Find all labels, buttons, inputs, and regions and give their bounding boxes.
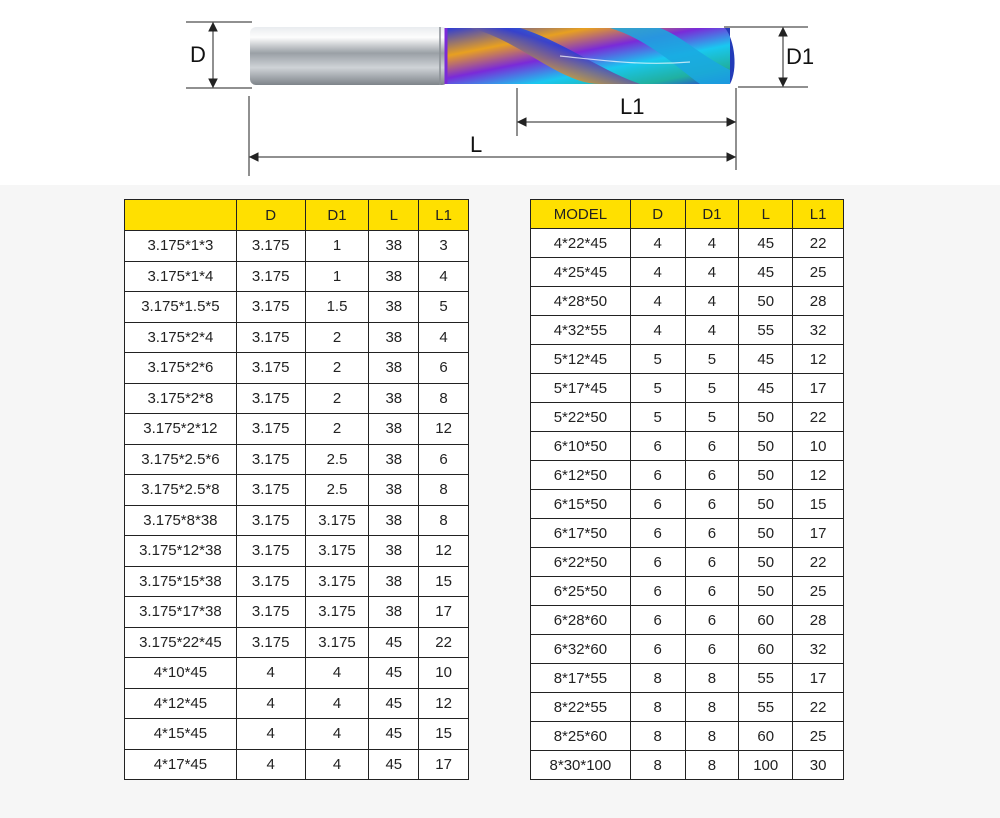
cell-l1: 15 (793, 490, 844, 519)
cell-l1: 22 (419, 627, 469, 658)
cell-l: 45 (369, 658, 419, 689)
header-model (125, 200, 237, 231)
table-row (531, 606, 844, 635)
table-row (125, 261, 469, 292)
table-row (531, 287, 844, 316)
cell-l: 50 (739, 403, 793, 432)
cell-l1: 15 (419, 719, 469, 750)
cell-l: 60 (739, 635, 793, 664)
cell-l: 100 (739, 751, 793, 780)
cell-d1: 4 (685, 287, 739, 316)
cell-l: 38 (369, 261, 419, 292)
cell-d: 4 (236, 658, 305, 689)
cell-model: 8*25*60 (531, 722, 631, 751)
cell-d1: 4 (685, 258, 739, 287)
cell-d: 3.175 (236, 597, 305, 628)
cell-model: 3.175*2*12 (125, 414, 237, 445)
cell-d1: 4 (305, 688, 369, 719)
cell-l1: 12 (419, 536, 469, 567)
cell-l1: 3 (419, 231, 469, 262)
table-header-row (125, 200, 469, 231)
cell-d1: 8 (685, 722, 739, 751)
cell-l1: 32 (793, 635, 844, 664)
cell-d: 6 (630, 577, 685, 606)
cell-d: 4 (630, 316, 685, 345)
cell-l1: 17 (793, 519, 844, 548)
cell-d: 6 (630, 635, 685, 664)
cell-d1: 6 (685, 519, 739, 548)
cell-d1: 6 (685, 577, 739, 606)
cell-l: 38 (369, 444, 419, 475)
cell-d1: 3.175 (305, 566, 369, 597)
table-row (531, 635, 844, 664)
cell-l: 45 (369, 719, 419, 750)
cell-d: 3.175 (236, 353, 305, 384)
cell-model: 3.175*2*8 (125, 383, 237, 414)
cell-l: 45 (739, 374, 793, 403)
cell-d: 3.175 (236, 322, 305, 353)
cell-l1: 10 (419, 658, 469, 689)
cell-l1: 17 (793, 374, 844, 403)
cell-model: 4*15*45 (125, 719, 237, 750)
table-row (125, 719, 469, 750)
cell-d: 8 (630, 664, 685, 693)
end-mill-drawing (0, 0, 1000, 185)
cell-d1: 4 (305, 719, 369, 750)
cell-model: 8*17*55 (531, 664, 631, 693)
cell-model: 3.175*8*38 (125, 505, 237, 536)
cell-d1: 3.175 (305, 536, 369, 567)
header-l: L (369, 200, 419, 231)
cell-d1: 4 (305, 658, 369, 689)
cell-d1: 3.175 (305, 597, 369, 628)
cell-l1: 15 (419, 566, 469, 597)
cell-model: 4*12*45 (125, 688, 237, 719)
cell-model: 5*22*50 (531, 403, 631, 432)
cell-d1: 2 (305, 414, 369, 445)
table-row (531, 461, 844, 490)
cell-l1: 8 (419, 505, 469, 536)
cell-l1: 22 (793, 693, 844, 722)
cell-d: 3.175 (236, 627, 305, 658)
cell-d1: 1 (305, 261, 369, 292)
cell-d: 3.175 (236, 536, 305, 567)
cell-d: 4 (630, 229, 685, 258)
header-l: L (739, 200, 793, 229)
table-row (531, 722, 844, 751)
cell-l1: 22 (793, 548, 844, 577)
cell-d1: 6 (685, 606, 739, 635)
cell-l: 55 (739, 316, 793, 345)
cell-l1: 10 (793, 432, 844, 461)
cell-d: 3.175 (236, 414, 305, 445)
cell-l1: 5 (419, 292, 469, 323)
cell-model: 3.175*1.5*5 (125, 292, 237, 323)
cell-l: 38 (369, 475, 419, 506)
cell-model: 3.175*22*45 (125, 627, 237, 658)
cell-d: 6 (630, 461, 685, 490)
cell-l: 38 (369, 414, 419, 445)
cell-l: 38 (369, 566, 419, 597)
cell-l: 38 (369, 353, 419, 384)
cell-d: 5 (630, 374, 685, 403)
header-d: D (236, 200, 305, 231)
cell-l1: 25 (793, 722, 844, 751)
table-row (125, 566, 469, 597)
cell-d1: 1 (305, 231, 369, 262)
cell-d1: 2 (305, 383, 369, 414)
cell-model: 6*10*50 (531, 432, 631, 461)
cell-l1: 22 (793, 403, 844, 432)
cell-l1: 17 (793, 664, 844, 693)
cell-model: 3.175*2.5*6 (125, 444, 237, 475)
cell-model: 3.175*1*4 (125, 261, 237, 292)
cell-l: 55 (739, 664, 793, 693)
cell-d: 3.175 (236, 475, 305, 506)
shank (250, 27, 448, 85)
table-row (531, 316, 844, 345)
cell-model: 3.175*2.5*8 (125, 475, 237, 506)
cell-d: 6 (630, 548, 685, 577)
cell-model: 8*22*55 (531, 693, 631, 722)
cell-l1: 28 (793, 287, 844, 316)
cell-d1: 2.5 (305, 444, 369, 475)
cell-l: 60 (739, 606, 793, 635)
table-row (125, 688, 469, 719)
cell-l1: 30 (793, 751, 844, 780)
cell-l1: 4 (419, 261, 469, 292)
table-row (125, 658, 469, 689)
cell-d1: 1.5 (305, 292, 369, 323)
cell-d1: 6 (685, 461, 739, 490)
cell-model: 4*10*45 (125, 658, 237, 689)
cell-d: 4 (630, 258, 685, 287)
cell-d: 8 (630, 722, 685, 751)
table-row (125, 231, 469, 262)
cell-d: 6 (630, 490, 685, 519)
cell-model: 4*32*55 (531, 316, 631, 345)
cell-l: 38 (369, 292, 419, 323)
cell-l: 45 (369, 749, 419, 780)
cell-d1: 4 (685, 229, 739, 258)
cell-l: 45 (739, 345, 793, 374)
cell-d: 3.175 (236, 505, 305, 536)
cell-d: 8 (630, 751, 685, 780)
cell-d: 4 (236, 719, 305, 750)
cell-l: 38 (369, 322, 419, 353)
cell-d1: 5 (685, 374, 739, 403)
table-row (531, 374, 844, 403)
cell-l1: 22 (793, 229, 844, 258)
cell-model: 6*12*50 (531, 461, 631, 490)
table-row (531, 664, 844, 693)
cell-d1: 2.5 (305, 475, 369, 506)
cell-l: 38 (369, 536, 419, 567)
cell-d1: 6 (685, 490, 739, 519)
cell-l: 60 (739, 722, 793, 751)
cell-l: 45 (739, 258, 793, 287)
cell-d1: 8 (685, 751, 739, 780)
cell-model: 4*17*45 (125, 749, 237, 780)
table-row (531, 519, 844, 548)
cell-l: 50 (739, 287, 793, 316)
cell-model: 6*22*50 (531, 548, 631, 577)
cell-d: 5 (630, 345, 685, 374)
cell-d: 4 (236, 688, 305, 719)
spec-table-right (530, 199, 844, 780)
cell-model: 6*25*50 (531, 577, 631, 606)
table-row (125, 597, 469, 628)
cell-d: 6 (630, 432, 685, 461)
cell-d: 8 (630, 693, 685, 722)
table-row (125, 322, 469, 353)
cell-d: 5 (630, 403, 685, 432)
cell-d: 6 (630, 606, 685, 635)
cell-l: 38 (369, 597, 419, 628)
cell-l1: 6 (419, 444, 469, 475)
table-row (125, 383, 469, 414)
cell-l1: 25 (793, 577, 844, 606)
cell-d: 3.175 (236, 292, 305, 323)
table-row (531, 577, 844, 606)
table-row (125, 536, 469, 567)
cell-model: 5*17*45 (531, 374, 631, 403)
header-model: MODEL (531, 200, 631, 229)
cell-l1: 8 (419, 383, 469, 414)
label-l: L (470, 132, 483, 157)
cell-l: 50 (739, 461, 793, 490)
table-row (531, 403, 844, 432)
cell-l: 45 (739, 229, 793, 258)
cell-l: 38 (369, 231, 419, 262)
cell-model: 4*28*50 (531, 287, 631, 316)
table-row (125, 414, 469, 445)
cell-d1: 5 (685, 345, 739, 374)
table-row (125, 444, 469, 475)
cell-l1: 28 (793, 606, 844, 635)
cell-model: 4*22*45 (531, 229, 631, 258)
cell-d1: 2 (305, 353, 369, 384)
label-d1: D1 (786, 44, 815, 69)
cell-d1: 5 (685, 403, 739, 432)
cell-model: 6*17*50 (531, 519, 631, 548)
cell-l1: 25 (793, 258, 844, 287)
cell-model: 3.175*15*38 (125, 566, 237, 597)
table-row (531, 490, 844, 519)
cell-model: 3.175*2*4 (125, 322, 237, 353)
cell-model: 4*25*45 (531, 258, 631, 287)
cell-d: 3.175 (236, 566, 305, 597)
cell-l: 50 (739, 577, 793, 606)
cell-l: 50 (739, 490, 793, 519)
cell-d1: 8 (685, 693, 739, 722)
table-header-row (531, 200, 844, 229)
table-row (531, 432, 844, 461)
header-d1: D1 (685, 200, 739, 229)
label-l1: L1 (620, 94, 645, 119)
header-l1: L1 (419, 200, 469, 231)
cell-d: 6 (630, 519, 685, 548)
table-row (531, 229, 844, 258)
cell-l1: 12 (793, 461, 844, 490)
cell-l: 45 (369, 627, 419, 658)
table-row (531, 751, 844, 780)
table-row (531, 693, 844, 722)
table-row (125, 475, 469, 506)
cell-d: 4 (630, 287, 685, 316)
table-row (125, 627, 469, 658)
table-row (531, 258, 844, 287)
cell-l: 50 (739, 548, 793, 577)
cell-d: 3.175 (236, 444, 305, 475)
cell-d1: 4 (305, 749, 369, 780)
cell-d1: 6 (685, 548, 739, 577)
cell-model: 8*30*100 (531, 751, 631, 780)
table-row (531, 548, 844, 577)
cell-l1: 12 (419, 414, 469, 445)
table-row (531, 345, 844, 374)
cell-model: 6*15*50 (531, 490, 631, 519)
table-row (125, 292, 469, 323)
cell-d: 3.175 (236, 261, 305, 292)
cell-l: 50 (739, 519, 793, 548)
cell-model: 6*32*60 (531, 635, 631, 664)
cell-l: 50 (739, 432, 793, 461)
cell-l1: 17 (419, 597, 469, 628)
header-d: D (630, 200, 685, 229)
spec-table-left (124, 199, 469, 780)
label-d: D (190, 42, 206, 67)
header-d1: D1 (305, 200, 369, 231)
cell-d1: 2 (305, 322, 369, 353)
cell-l: 38 (369, 383, 419, 414)
table-row (125, 353, 469, 384)
table-row (125, 749, 469, 780)
cell-model: 3.175*2*6 (125, 353, 237, 384)
cell-model: 3.175*17*38 (125, 597, 237, 628)
cell-l1: 4 (419, 322, 469, 353)
cell-model: 5*12*45 (531, 345, 631, 374)
cell-l1: 12 (419, 688, 469, 719)
cell-d1: 6 (685, 432, 739, 461)
cell-d: 4 (236, 749, 305, 780)
cell-l1: 8 (419, 475, 469, 506)
table-row (125, 505, 469, 536)
cell-d1: 3.175 (305, 627, 369, 658)
end-mill-illustration (0, 0, 1000, 185)
cell-l1: 6 (419, 353, 469, 384)
cell-d: 3.175 (236, 383, 305, 414)
cell-d1: 6 (685, 635, 739, 664)
cell-l: 38 (369, 505, 419, 536)
cell-l1: 32 (793, 316, 844, 345)
header-l1: L1 (793, 200, 844, 229)
cell-d1: 3.175 (305, 505, 369, 536)
cell-l1: 12 (793, 345, 844, 374)
cell-l1: 17 (419, 749, 469, 780)
cell-d1: 8 (685, 664, 739, 693)
cell-l: 55 (739, 693, 793, 722)
cell-model: 6*28*60 (531, 606, 631, 635)
cell-d1: 4 (685, 316, 739, 345)
cell-model: 3.175*12*38 (125, 536, 237, 567)
cell-l: 45 (369, 688, 419, 719)
cell-d: 3.175 (236, 231, 305, 262)
cell-model: 3.175*1*3 (125, 231, 237, 262)
